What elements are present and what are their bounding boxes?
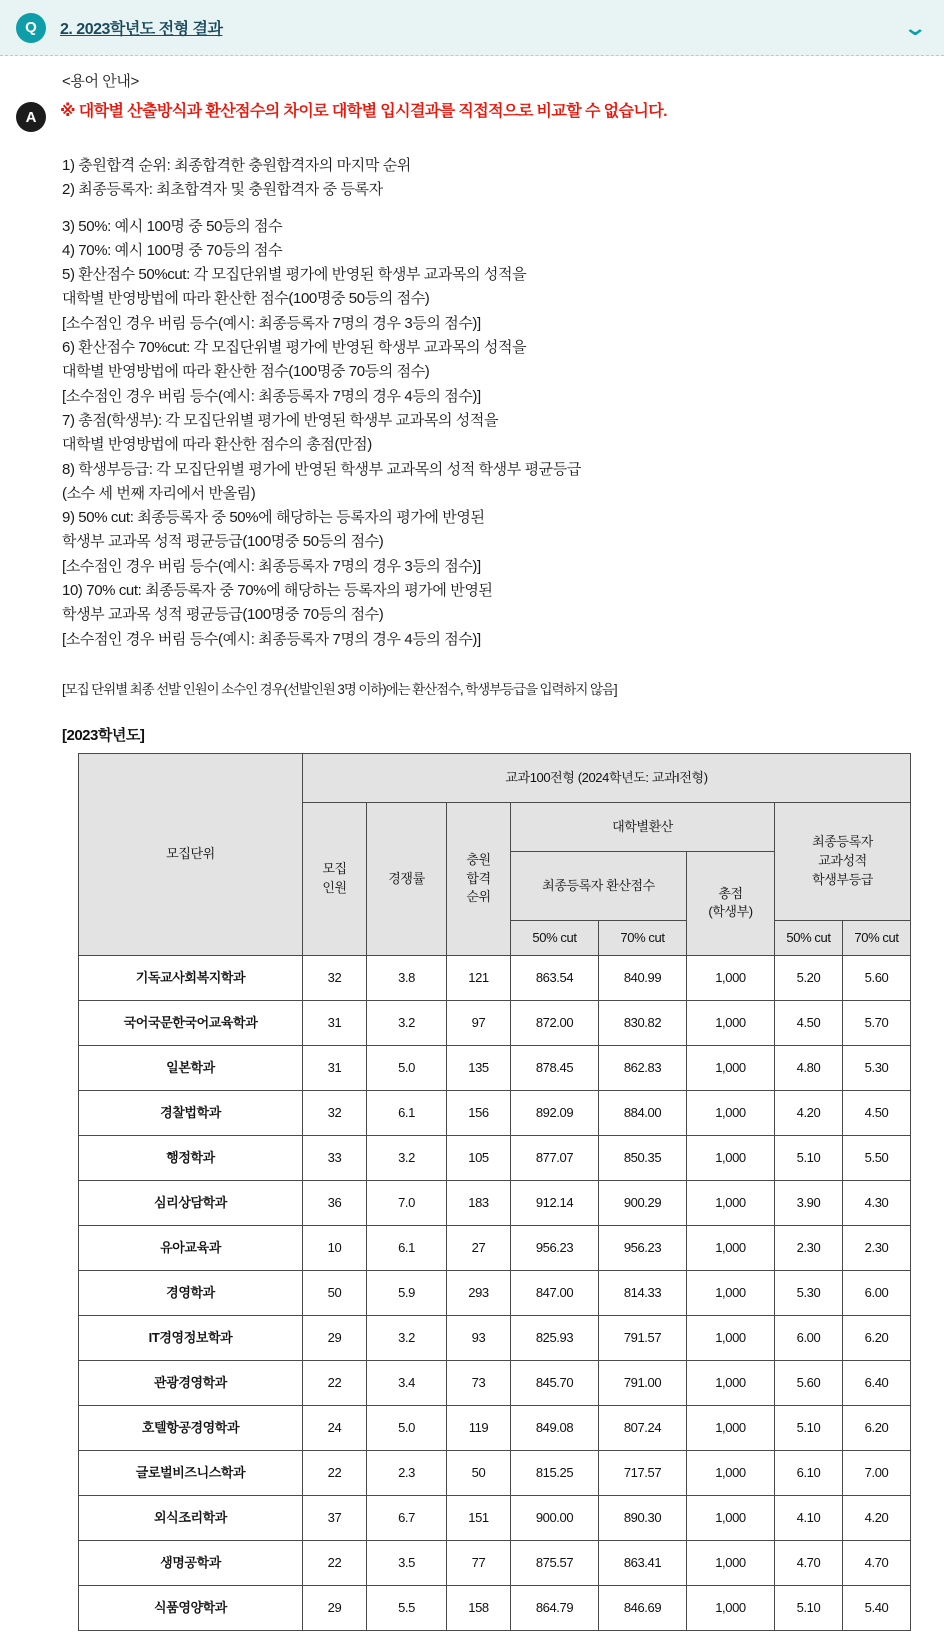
chevron-down-icon[interactable]: ⌄ [902,14,928,40]
table-row [79,1540,911,1585]
definition-line: 8) 학생부등급: 각 모집단위별 평가에 반영된 학생부 교과목의 성적 학생부 평균등급 [62,460,581,478]
cell-waitlist-rank: 97 [447,1000,511,1045]
cell-ratio: 3.5 [367,1540,447,1585]
footnote: [모집 단위별 최종 선발 인원이 소수인 경우(선발인원 3명 이하)에는 환산점수, 학생부등급을 입력하지 않음] [62,681,617,697]
cell-score-cut70: 830.82 [599,1000,687,1045]
cell-grade-cut50: 2.30 [775,1225,843,1270]
cell-ratio: 6.7 [367,1495,447,1540]
table-row [79,1135,911,1180]
cell-score-cut50: 892.09 [511,1090,599,1135]
cell-total-score: 1,000 [687,955,775,1000]
answer-badge-icon: A [16,102,46,132]
cell-grade-cut50: 6.00 [775,1315,843,1360]
cell-total-score: 1,000 [687,1180,775,1225]
cell-grade-cut70: 7.00 [843,1450,911,1495]
cell-ratio: 6.1 [367,1225,447,1270]
cell-score-cut50: 878.45 [511,1045,599,1090]
cell-waitlist-rank: 73 [447,1360,511,1405]
definition-line: 2) 최종등록자: 최초합격자 및 충원합격자 중 등록자 [62,181,383,199]
header-grade-cut50: 50% cut [775,920,843,955]
cell-grade-cut50: 5.60 [775,1360,843,1405]
table-row [79,1180,911,1225]
cell-grade-cut70: 6.00 [843,1270,911,1315]
cell-score-cut50: 825.93 [511,1315,599,1360]
cell-ratio: 5.0 [367,1045,447,1090]
cell-score-cut50: 872.00 [511,1000,599,1045]
cell-ratio: 5.0 [367,1405,447,1450]
cell-major: 관광경영학과 [79,1360,303,1405]
cell-score-cut50: 877.07 [511,1135,599,1180]
cell-grade-cut70: 6.20 [843,1315,911,1360]
definition-line: 1) 충원합격 순위: 최종합격한 충원합격자의 마지막 순위 [62,157,411,174]
definition-line: [소수점인 경우 버림 등수(예시: 최종등록자 7명의 경우 3등의 점수)] [62,557,481,575]
cell-ratio: 3.8 [367,955,447,1000]
header-waitlist-rank [447,802,511,955]
cell-score-cut50: 815.25 [511,1450,599,1495]
cell-total-score: 1,000 [687,1090,775,1135]
cell-grade-cut50: 4.20 [775,1090,843,1135]
cell-score-cut70: 900.29 [599,1180,687,1225]
cell-major: IT경영정보학과 [79,1315,303,1360]
table-row [79,1090,911,1135]
cell-score-cut50: 956.23 [511,1225,599,1270]
cell-major: 국어국문한국어교육학과 [79,1000,303,1045]
cell-grade-cut70: 5.60 [843,955,911,1000]
cell-score-cut70: 884.00 [599,1090,687,1135]
table-caption: [2023학년도] [62,726,145,744]
cell-waitlist-rank: 151 [447,1495,511,1540]
cell-grade-cut70: 5.50 [843,1135,911,1180]
cell-grade-cut70: 5.30 [843,1045,911,1090]
cell-waitlist-rank: 156 [447,1090,511,1135]
cell-score-cut50: 847.00 [511,1270,599,1315]
cell-grade-cut50: 5.20 [775,955,843,1000]
definition-line: [소수점인 경우 버림 등수(예시: 최종등록자 7명의 경우 4등의 점수)] [62,387,481,405]
cell-score-cut70: 890.30 [599,1495,687,1540]
cell-major: 경영학과 [79,1270,303,1315]
definition-line: 학생부 교과목 성적 평균등급(100명중 50등의 점수) [62,533,384,551]
cell-score-cut50: 849.08 [511,1405,599,1450]
header-grade-line2: 교과성적 [818,853,867,869]
definition-line: 10) 70% cut: 최종등록자 중 70%에 해당하는 등록자의 평가에 반영된 [62,582,493,600]
cell-grade-cut70: 6.40 [843,1360,911,1405]
header-total-line1: 총점 [718,885,743,901]
header-quota [303,802,367,955]
cell-grade-cut50: 5.10 [775,1135,843,1180]
cell-score-cut70: 807.24 [599,1405,687,1450]
cell-score-cut70: 791.00 [599,1360,687,1405]
results-table-wrapper [78,753,910,1631]
cell-score-cut50: 863.54 [511,955,599,1000]
cell-major: 생명공학과 [79,1540,303,1585]
cell-major: 기독교사회복지학과 [79,955,303,1000]
cell-waitlist-rank: 158 [447,1585,511,1630]
table-row [79,1315,911,1360]
cell-ratio: 7.0 [367,1180,447,1225]
definition-line: [소수점인 경우 버림 등수(예시: 최종등록자 7명의 경우 3등의 점수)] [62,314,481,332]
header-rank-line3: 순위 [466,889,491,905]
definition-line: 대학별 반영방법에 따라 환산한 점수(100명중 50등의 점수) [62,290,430,308]
term-guide-label: <용어 안내> [62,73,139,90]
header-row-1 [79,753,911,802]
cell-waitlist-rank: 105 [447,1135,511,1180]
question-badge-icon: Q [16,13,46,43]
cell-grade-cut50: 5.30 [775,1270,843,1315]
cell-ratio: 6.1 [367,1090,447,1135]
header-final-grade [775,802,911,920]
cell-quota: 22 [303,1450,367,1495]
cell-score-cut70: 863.41 [599,1540,687,1585]
header-quota-line2: 인원 [322,879,347,895]
cell-waitlist-rank: 293 [447,1270,511,1315]
cell-major: 경찰법학과 [79,1090,303,1135]
cell-ratio: 2.3 [367,1450,447,1495]
spacer [62,203,924,215]
cell-total-score: 1,000 [687,1225,775,1270]
header-grade-line1: 최종등록자 [812,834,873,850]
cell-ratio: 3.2 [367,1000,447,1045]
cell-waitlist-rank: 121 [447,955,511,1000]
cell-quota: 31 [303,1000,367,1045]
header-university-conversion: 대학별환산 [511,802,775,851]
cell-grade-cut70: 2.30 [843,1225,911,1270]
cell-score-cut50: 875.57 [511,1540,599,1585]
cell-waitlist-rank: 77 [447,1540,511,1585]
cell-quota: 24 [303,1405,367,1450]
cell-total-score: 1,000 [687,1135,775,1180]
cell-total-score: 1,000 [687,1315,775,1360]
answer-body [0,56,944,1635]
definition-line: 대학별 반영방법에 따라 환산한 점수의 총점(만점) [62,436,372,454]
cell-score-cut70: 956.23 [599,1225,687,1270]
cell-score-cut70: 846.69 [599,1585,687,1630]
cell-waitlist-rank: 93 [447,1315,511,1360]
cell-quota: 33 [303,1135,367,1180]
definition-line: 4) 70%: 예시 100명 중 70등의 점수 [62,241,283,259]
cell-waitlist-rank: 50 [447,1450,511,1495]
table-row [79,1405,911,1450]
cell-major: 호텔항공경영학과 [79,1405,303,1450]
table-row [79,1045,911,1090]
table-row [79,1360,911,1405]
cell-major: 유아교육과 [79,1225,303,1270]
cell-major: 심리상담학과 [79,1180,303,1225]
cell-grade-cut70: 5.40 [843,1585,911,1630]
definition-line: 학생부 교과목 성적 평균등급(100명중 70등의 점수) [62,606,384,624]
cell-score-cut70: 840.99 [599,955,687,1000]
cell-ratio: 3.4 [367,1360,447,1405]
header-quota-line1: 모집 [322,861,347,877]
cell-grade-cut50: 5.10 [775,1585,843,1630]
cell-total-score: 1,000 [687,1540,775,1585]
cell-grade-cut70: 4.50 [843,1090,911,1135]
cell-score-cut50: 912.14 [511,1180,599,1225]
cell-quota: 29 [303,1315,367,1360]
cell-quota: 37 [303,1495,367,1540]
cell-major: 일본학과 [79,1045,303,1090]
header-grade-line3: 학생부등급 [812,871,873,887]
cell-score-cut70: 862.83 [599,1045,687,1090]
cell-grade-cut70: 5.70 [843,1000,911,1045]
cell-waitlist-rank: 27 [447,1225,511,1270]
table-row [79,1000,911,1045]
cell-waitlist-rank: 135 [447,1045,511,1090]
table-row [79,1450,911,1495]
cell-ratio: 5.9 [367,1270,447,1315]
cell-major: 식품영양학과 [79,1585,303,1630]
cell-grade-cut50: 5.10 [775,1405,843,1450]
cell-grade-cut70: 6.20 [843,1405,911,1450]
cell-total-score: 1,000 [687,1000,775,1045]
cell-score-cut70: 791.57 [599,1315,687,1360]
header-conversion-score: 최종등록자 환산점수 [511,851,687,920]
cell-total-score: 1,000 [687,1585,775,1630]
cell-grade-cut50: 3.90 [775,1180,843,1225]
definition-line: [소수점인 경우 버림 등수(예시: 최종등록자 7명의 경우 4등의 점수)] [62,630,481,648]
header-rank-line2: 합격 [466,870,491,886]
cell-quota: 22 [303,1540,367,1585]
header-rank-line1: 충원 [466,851,491,867]
definition-line: 5) 환산점수 50%cut: 각 모집단위별 평가에 반영된 학생부 교과목의 성적을 [62,266,527,284]
cell-total-score: 1,000 [687,1270,775,1315]
header-competition-ratio: 경쟁률 [367,802,447,955]
cell-grade-cut70: 4.30 [843,1180,911,1225]
cell-score-cut70: 850.35 [599,1135,687,1180]
table-row [79,955,911,1000]
definition-list [62,154,924,652]
cell-ratio: 3.2 [367,1315,447,1360]
cell-total-score: 1,000 [687,1405,775,1450]
cell-ratio: 3.2 [367,1135,447,1180]
cell-quota: 10 [303,1225,367,1270]
cell-quota: 50 [303,1270,367,1315]
cell-grade-cut50: 4.10 [775,1495,843,1540]
cell-ratio: 5.5 [367,1585,447,1630]
admission-results-table [78,753,911,1631]
table-row [79,1270,911,1315]
cell-waitlist-rank: 183 [447,1180,511,1225]
cell-score-cut70: 814.33 [599,1270,687,1315]
cell-score-cut70: 717.57 [599,1450,687,1495]
cell-grade-cut50: 4.70 [775,1540,843,1585]
cell-quota: 22 [303,1360,367,1405]
cell-total-score: 1,000 [687,1045,775,1090]
cell-score-cut50: 900.00 [511,1495,599,1540]
cell-score-cut50: 845.70 [511,1360,599,1405]
cell-quota: 29 [303,1585,367,1630]
answer-notice-row [16,101,924,132]
cell-waitlist-rank: 119 [447,1405,511,1450]
header-major: 모집단위 [79,753,303,955]
table-body [79,955,911,1630]
cell-quota: 32 [303,1090,367,1135]
cell-grade-cut50: 4.50 [775,1000,843,1045]
table-row [79,1225,911,1270]
definition-line: 대학별 반영방법에 따라 환산한 점수(100명중 70등의 점수) [62,363,430,381]
cell-grade-cut50: 4.80 [775,1045,843,1090]
cell-quota: 31 [303,1045,367,1090]
cell-major: 행정학과 [79,1135,303,1180]
definition-line: 7) 총점(학생부): 각 모집단위별 평가에 반영된 학생부 교과목의 성적을 [62,411,499,429]
cell-quota: 32 [303,955,367,1000]
accordion-header[interactable] [0,0,944,56]
cell-total-score: 1,000 [687,1450,775,1495]
cell-total-score: 1,000 [687,1360,775,1405]
cell-major: 글로벌비즈니스학과 [79,1450,303,1495]
header-track: 교과100전형 (2024학년도: 교과I전형) [303,753,911,802]
definition-line: 6) 환산점수 70%cut: 각 모집단위별 평가에 반영된 학생부 교과목의 성적을 [62,339,527,357]
header-score-cut70: 70% cut [599,920,687,955]
table-head [79,753,911,955]
cell-grade-cut70: 4.20 [843,1495,911,1540]
cell-quota: 36 [303,1180,367,1225]
warning-notice: ※ 대학별 산출방식과 환산점수의 차이로 대학별 입시결과를 직접적으로 비교할 수 없습니다. [60,103,667,120]
definition-line: 9) 50% cut: 최종등록자 중 50%에 해당하는 등록자의 평가에 반영된 [62,509,485,527]
header-total-score [687,851,775,955]
cell-grade-cut50: 6.10 [775,1450,843,1495]
page-title[interactable]: 2. 2023학년도 전형 결과 [60,21,223,38]
header-score-cut50: 50% cut [511,920,599,955]
header-total-line2: (학생부) [708,904,753,920]
definition-line: (소수 세 번째 자리에서 반올림) [62,484,256,502]
table-row [79,1495,911,1540]
cell-grade-cut70: 4.70 [843,1540,911,1585]
cell-score-cut50: 864.79 [511,1585,599,1630]
cell-major: 외식조리학과 [79,1495,303,1540]
header-grade-cut70: 70% cut [843,920,911,955]
definition-line: 3) 50%: 예시 100명 중 50등의 점수 [62,217,283,235]
cell-total-score: 1,000 [687,1495,775,1540]
